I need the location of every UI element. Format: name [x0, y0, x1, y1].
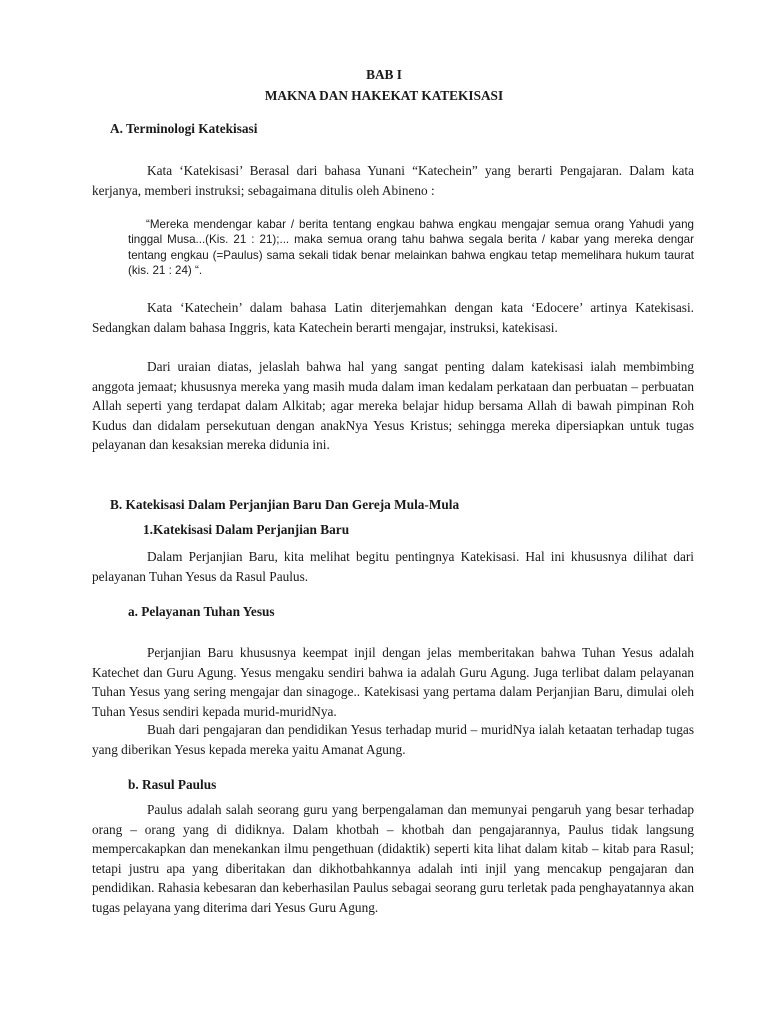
section-b-heading: B. Katekisasi Dalam Perjanjian Baru Dan Gereja Mula-Mula [110, 497, 460, 512]
block-quote: “Mereka mendengar kabar / berita tentang engkau bahwa engkau mengajar semua orang Yahudi yang tinggal Musa...(Kis. 21 : 21);... maka semua orang tahu bahwa segala berita / kabar yang mereka dengar tentang engkau (=Paulus) sama sekali tidak benar melainkan bahwa engkau tetap memelihara hukum taurat (kis. 21 : 24) “. [128, 218, 694, 278]
chapter-title: MAKNA DAN HAKEKAT KATEKISASI [264, 88, 504, 103]
paragraph: Dari uraian diatas, jelaslah bahwa hal yang sangat penting dalam katekisasi ialah membimbing anggota jemaat; khususnya mereka yang masih muda dalam iman kedalam perkataan dan perbuatan – perbuatan Allah seperti yang terdapat dalam Alkitab; agar mereka belajar hidup bersama Allah di bawah pimpinan Roh Kudus dan didalam persekutuan dengan anakNya Yesus Kristus; sehingga mereka dipersiapkan untuk tugas pelayanan dan kesaksian mereka didunia ini. [92, 359, 694, 453]
subsection-heading: b. Rasul Paulus [128, 777, 217, 792]
subsection-heading: 1.Katekisasi Dalam Perjanjian Baru [143, 522, 350, 537]
paragraph: Perjanjian Baru khususnya keempat injil dengan jelas memberitakan bahwa Tuhan Yesus adalah Katechet dan Guru Agung. Yesus mengaku sendiri bahwa ia adalah Guru Agung. Juga terlibat dalam pelayanan Tuhan Yesus yang sering mengajar dan sinagoge.. Katekisasi yang pertama dalam Perjanjian Baru, dimulai oleh Tuhan Yesus sendiri kepada murid-muridNya. [92, 645, 694, 719]
paragraph: Buah dari pengajaran dan pendidikan Yesus terhadap murid – muridNya ialah ketaatan terhadap tugas yang diberikan Yesus kepada mereka yaitu Amanat Agung. [92, 722, 694, 757]
paragraph: Kata ‘Katechein’ dalam bahasa Latin diterjemahkan dengan kata ‘Edocere’ artinya Katekisasi. Sedangkan dalam bahasa Inggris, kata Katechein berarti mengajar, instruksi, katekisasi. [92, 300, 694, 335]
chapter-number: BAB I [366, 67, 402, 82]
paragraph: Dalam Perjanjian Baru, kita melihat begitu pentingnya Katekisasi. Hal ini khususnya dilihat dari pelayanan Tuhan Yesus da Rasul Paulus. [92, 549, 694, 584]
paragraph: Paulus adalah salah seorang guru yang berpengalaman dan memunyai pengaruh yang besar terhadap orang – orang yang di didiknya. Dalam khotbah – khotbah dan pengajarannya, Paulus tidak langsung mempercakapkan dan menekankan ilmu pengethuan (didaktik) seperti kita lihat dalam kitab – kitab para Rasul; tetapi justru apa yang diberitakan dan dikhotbahkannya adalah inti injil yang mencakup pengajaran dan pendidikan. Rahasia kebesaran dan keberhasilan Paulus sebagai seorang guru terletak pada penghayatannya akan tugas pelayana yang diterima dari Yesus Guru Agung. [92, 802, 694, 915]
subsection-heading: a. Pelayanan Tuhan Yesus [128, 604, 275, 619]
section-a-heading: A. Terminologi Katekisasi [110, 121, 258, 136]
paragraph: Kata ‘Katekisasi’ Berasal dari bahasa Yunani “Katechein” yang berarti Pengajaran. Dalam kata kerjanya, memberi instruksi; sebagaimana ditulis oleh Abineno : [92, 163, 694, 198]
